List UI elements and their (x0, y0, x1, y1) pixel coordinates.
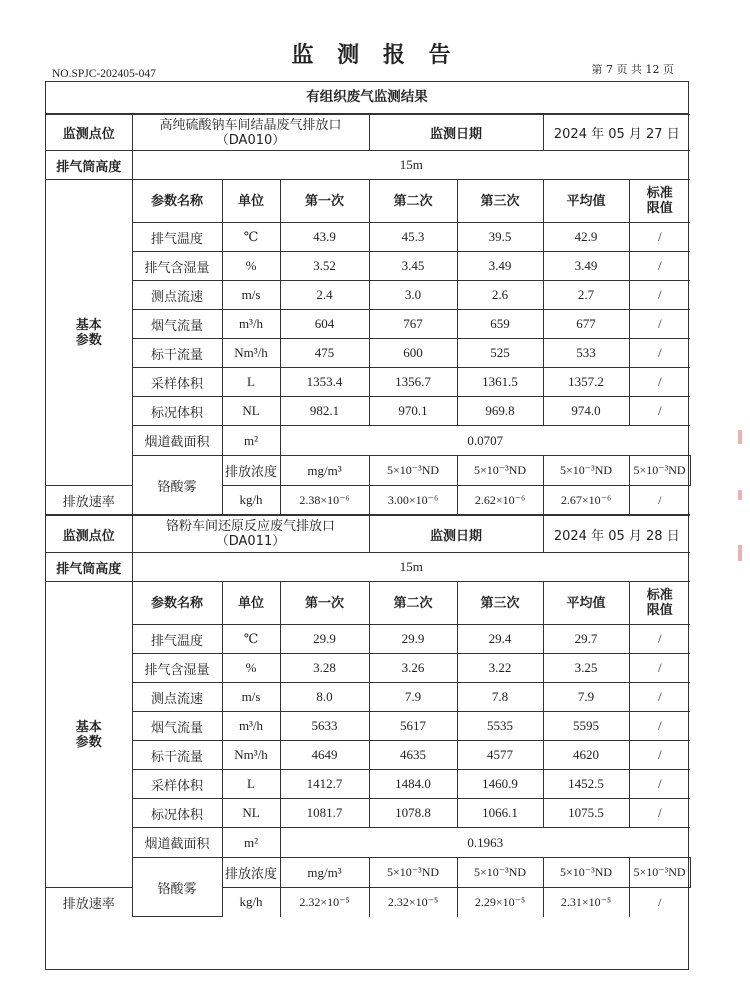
param-value: / (629, 888, 690, 917)
param-value: 1066.1 (457, 799, 543, 828)
column-header: 第三次 (457, 582, 543, 625)
stamp-edge-mark (738, 545, 742, 561)
param-unit: m³/h (222, 310, 280, 339)
stack-height-value: 15m (132, 151, 690, 180)
column-header: 单位 (222, 582, 280, 625)
param-name: 测点流速 (132, 281, 222, 310)
param-value: 29.9 (280, 625, 369, 654)
param-value: / (629, 683, 690, 712)
param-unit: m/s (222, 683, 280, 712)
param-unit: kg/h (222, 888, 280, 917)
column-header: 平均值 (543, 582, 629, 625)
param-value: 1081.7 (280, 799, 369, 828)
param-value: 767 (369, 310, 457, 339)
basic-params-label: 基本 参数 (46, 582, 132, 888)
param-name: 标况体积 (132, 397, 222, 426)
param-value: 1452.5 (543, 770, 629, 799)
column-header: 第二次 (369, 180, 457, 223)
param-name: 排气温度 (132, 625, 222, 654)
param-value: 659 (457, 310, 543, 339)
param-value: 3.26 (369, 654, 457, 683)
column-header: 参数名称 (132, 582, 222, 625)
param-name: 烟道截面积 (132, 828, 222, 858)
param-value: 2.4 (280, 281, 369, 310)
param-value: 982.1 (280, 397, 369, 426)
param-value: 2.32×10⁻⁵ (280, 888, 369, 917)
column-header: 第三次 (457, 180, 543, 223)
param-value: 2.29×10⁻⁵ (457, 888, 543, 917)
param-value: 475 (280, 339, 369, 368)
param-value: / (629, 252, 690, 281)
column-header: 平均值 (543, 180, 629, 223)
param-value: 8.0 (280, 683, 369, 712)
param-name: 烟道截面积 (132, 426, 222, 456)
param-value: 974.0 (543, 397, 629, 426)
param-value: 4635 (369, 741, 457, 770)
param-name: 排放速率 (46, 888, 132, 917)
param-value: 5595 (543, 712, 629, 741)
param-value: 7.9 (369, 683, 457, 712)
page-number: 第 7 页 共 12 页 (591, 63, 674, 76)
param-value: / (629, 310, 690, 339)
param-value: 1353.4 (280, 368, 369, 397)
param-unit: L (222, 770, 280, 799)
column-header: 第一次 (280, 180, 369, 223)
param-value: / (629, 799, 690, 828)
param-value: / (629, 368, 690, 397)
monitoring-tables (46, 114, 688, 917)
param-value: 3.49 (457, 252, 543, 281)
param-value: / (629, 397, 690, 426)
param-value: 1484.0 (369, 770, 457, 799)
param-value: 5×10⁻³ND (543, 456, 629, 486)
param-value: 3.00×10⁻⁶ (369, 486, 457, 515)
param-value: / (629, 339, 690, 368)
basic-params-label: 基本 参数 (46, 180, 132, 486)
stack-height-value: 15m (132, 553, 690, 582)
param-value: 1356.7 (369, 368, 457, 397)
param-value: / (629, 625, 690, 654)
param-value: 29.9 (369, 625, 457, 654)
param-value: 2.32×10⁻⁵ (369, 888, 457, 917)
param-value: 525 (457, 339, 543, 368)
param-value: 677 (543, 310, 629, 339)
param-value: 2.62×10⁻⁶ (457, 486, 543, 515)
column-header: 参数名称 (132, 180, 222, 223)
stack-height-label: 排气筒高度 (46, 553, 132, 582)
monitoring-date: 2024 年 05 月 27 日 (543, 115, 690, 151)
stamp-edge-mark (738, 430, 742, 444)
column-header: 第二次 (369, 582, 457, 625)
param-value: 2.38×10⁻⁶ (280, 486, 369, 515)
param-value: 3.52 (280, 252, 369, 281)
param-name: 烟气流量 (132, 310, 222, 339)
param-value: 29.7 (543, 625, 629, 654)
date-label: 监测日期 (369, 115, 543, 151)
param-value: 600 (369, 339, 457, 368)
param-value: 2.7 (543, 281, 629, 310)
report-sheet (45, 81, 689, 970)
param-value: / (629, 770, 690, 799)
param-value: / (629, 223, 690, 252)
param-value: 3.49 (543, 252, 629, 281)
param-value: / (629, 712, 690, 741)
param-value: 5633 (280, 712, 369, 741)
date-label: 监测日期 (369, 516, 543, 553)
param-unit: ℃ (222, 625, 280, 654)
param-value: 1078.8 (369, 799, 457, 828)
param-unit: % (222, 252, 280, 281)
param-unit: L (222, 368, 280, 397)
param-name: 排气温度 (132, 223, 222, 252)
section-table (46, 515, 690, 917)
param-unit: NL (222, 799, 280, 828)
param-value: 2.67×10⁻⁶ (543, 486, 629, 515)
param-name: 排气含湿量 (132, 252, 222, 281)
param-value: 5×10⁻³ND (369, 858, 457, 888)
param-value: 533 (543, 339, 629, 368)
param-value: 5535 (457, 712, 543, 741)
param-unit: m³/h (222, 712, 280, 741)
param-value: 7.8 (457, 683, 543, 712)
column-header: 标准 限值 (629, 582, 690, 625)
param-unit: NL (222, 397, 280, 426)
point-label: 监测点位 (46, 115, 132, 151)
param-unit: Nm³/h (222, 741, 280, 770)
param-name: 标干流量 (132, 741, 222, 770)
param-unit: % (222, 654, 280, 683)
param-value: 1075.5 (543, 799, 629, 828)
param-name: 标况体积 (132, 799, 222, 828)
report-title: 监 测 报 告 (291, 43, 459, 68)
param-unit: m² (222, 426, 280, 456)
document-number: NO.SPJC-202405-047 (52, 68, 156, 80)
param-value: 7.9 (543, 683, 629, 712)
param-name: 测点流速 (132, 683, 222, 712)
param-name: 烟气流量 (132, 712, 222, 741)
param-name: 标干流量 (132, 339, 222, 368)
param-name: 采样体积 (132, 770, 222, 799)
param-value: 1412.7 (280, 770, 369, 799)
param-value: 1460.9 (457, 770, 543, 799)
param-value: / (629, 741, 690, 770)
param-value: 4577 (457, 741, 543, 770)
param-value: 5617 (369, 712, 457, 741)
param-value: 4620 (543, 741, 629, 770)
param-value: 3.45 (369, 252, 457, 281)
param-name: 采样体积 (132, 368, 222, 397)
param-value: 43.9 (280, 223, 369, 252)
param-unit: Nm³/h (222, 339, 280, 368)
param-value: 604 (280, 310, 369, 339)
param-value: 4649 (280, 741, 369, 770)
monitoring-date: 2024 年 05 月 28 日 (543, 516, 690, 553)
param-value: / (629, 654, 690, 683)
param-unit: kg/h (222, 486, 280, 515)
param-value: 45.3 (369, 223, 457, 252)
section-table (46, 114, 690, 515)
param-value: 1361.5 (457, 368, 543, 397)
point-name: 高纯硫酸钠车间结晶废气排放口 （DA010） (132, 115, 369, 151)
table-caption: 有组织废气监测结果 (46, 82, 688, 114)
param-value: 970.1 (369, 397, 457, 426)
param-value: 5×10⁻³ND (457, 858, 543, 888)
param-value: 1357.2 (543, 368, 629, 397)
column-header: 标准 限值 (629, 180, 690, 223)
param-name: 排放浓度 (222, 456, 280, 486)
param-value: 5×10⁻³ND (457, 456, 543, 486)
column-header: 单位 (222, 180, 280, 223)
param-name: 排放浓度 (222, 858, 280, 888)
param-value: 2.31×10⁻⁵ (543, 888, 629, 917)
param-value: 3.0 (369, 281, 457, 310)
param-value: 5×10⁻³ND (369, 456, 457, 486)
param-value: 0.1963 (280, 828, 690, 858)
param-unit: mg/m³ (280, 858, 369, 888)
param-unit: mg/m³ (280, 456, 369, 486)
param-unit: m² (222, 828, 280, 858)
param-value: / (629, 281, 690, 310)
param-value: 2.6 (457, 281, 543, 310)
param-value: 3.25 (543, 654, 629, 683)
param-value: 3.22 (457, 654, 543, 683)
param-name: 排放速率 (46, 486, 132, 515)
param-unit: ℃ (222, 223, 280, 252)
column-header: 第一次 (280, 582, 369, 625)
pollutant-name: 铬酸雾 (132, 858, 222, 917)
param-value: 969.8 (457, 397, 543, 426)
point-label: 监测点位 (46, 516, 132, 553)
param-unit: m/s (222, 281, 280, 310)
param-value: 42.9 (543, 223, 629, 252)
param-value: 5×10⁻³ND (543, 858, 629, 888)
param-value: 5×10⁻³ND (629, 858, 690, 888)
stack-height-label: 排气筒高度 (46, 151, 132, 180)
param-value: 0.0707 (280, 426, 690, 456)
param-value: 39.5 (457, 223, 543, 252)
point-name: 铬粉车间还原反应废气排放口 （DA011） (132, 516, 369, 553)
param-value: 29.4 (457, 625, 543, 654)
pollutant-name: 铬酸雾 (132, 456, 222, 515)
stamp-edge-mark (738, 490, 742, 500)
param-value: 3.28 (280, 654, 369, 683)
param-name: 排气含湿量 (132, 654, 222, 683)
param-value: / (629, 486, 690, 515)
param-value: 5×10⁻³ND (629, 456, 690, 486)
